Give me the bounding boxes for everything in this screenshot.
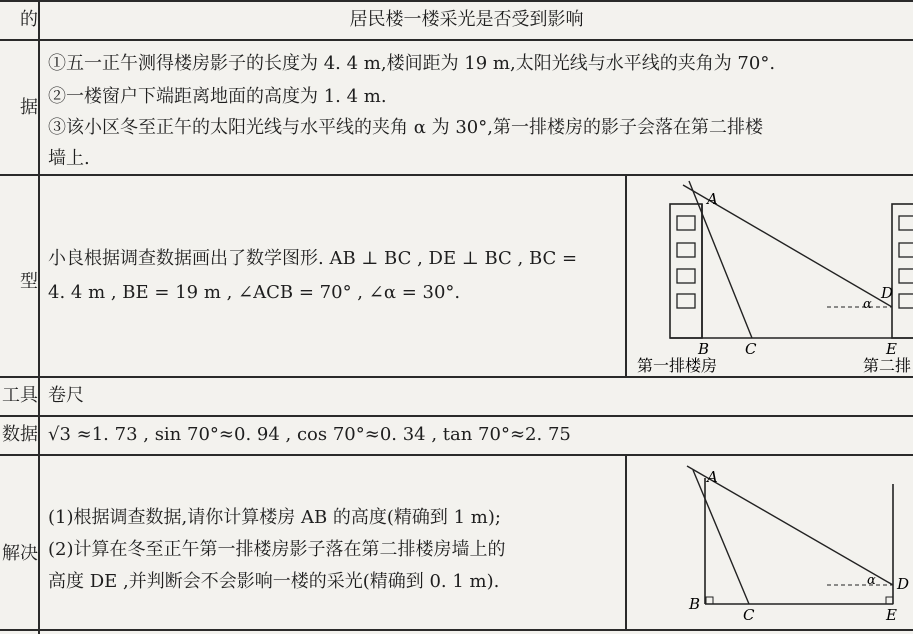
- data-line-2: ②一楼窗户下端距离地面的高度为 1. 4 m.: [48, 86, 387, 107]
- reference-values: √3 ≈1. 73 , sin 70°≈0. 94 , cos 70°≈0. 34 , tan 70°≈2. 75: [48, 424, 571, 445]
- segment-AD: [687, 466, 893, 585]
- row-label-data: 据: [20, 97, 38, 118]
- row-label-tool: 工具: [2, 385, 38, 406]
- window-4: [677, 294, 695, 308]
- first-building-outline: [670, 204, 702, 338]
- label-D: D: [881, 284, 894, 302]
- row-label-model: 型: [20, 271, 38, 292]
- model-line-1: 小良根据调查数据画出了数学图形. AB ⊥ BC , DE ⊥ BC , BC =: [48, 248, 578, 269]
- table-border-bottom: [0, 629, 913, 631]
- row-divider: [0, 39, 913, 41]
- tool-text: 卷尺: [48, 385, 84, 406]
- label-E: E: [886, 340, 897, 358]
- window-3: [677, 269, 695, 283]
- label-column-divider: [38, 0, 40, 634]
- row-divider: [0, 376, 913, 378]
- segment-AC: [693, 470, 749, 604]
- window-1: [677, 216, 695, 230]
- table-title: 居民楼一楼采光是否受到影响: [349, 9, 584, 30]
- row-label-reference: 数据: [2, 424, 38, 445]
- label-A: A: [707, 468, 718, 486]
- label-alpha: α: [867, 573, 876, 588]
- label-C: C: [745, 340, 757, 358]
- label-D: D: [897, 575, 910, 593]
- window-7: [899, 269, 913, 283]
- sunlight-ray-70: [689, 181, 752, 338]
- second-building-outline: [892, 204, 913, 338]
- question-3: 高度 DE ,并判断会不会影响一楼的采光(精确到 0. 1 m).: [48, 571, 500, 592]
- geometry-figure: [627, 456, 913, 628]
- window-2: [677, 243, 695, 257]
- label-A: A: [707, 190, 718, 208]
- caption-first-building: 第一排楼房: [637, 356, 718, 375]
- label-E: E: [886, 606, 897, 624]
- data-line-4: 墙上.: [48, 148, 90, 169]
- caption-second-building: 第二排: [863, 356, 912, 375]
- label-alpha: α: [863, 297, 872, 312]
- question-2: (2)计算在冬至正午第一排楼房影子落在第二排楼房墙上的: [48, 539, 506, 560]
- question-1: (1)根据调查数据,请你计算楼房 AB 的高度(精确到 1 m);: [48, 507, 501, 528]
- data-line-3: ③该小区冬至正午的太阳光线与水平线的夹角 α 为 30°,第一排楼房的影子会落在第二排楼: [48, 117, 763, 138]
- right-angle-mark-E: [886, 597, 893, 604]
- row-label-solve: 解决: [2, 543, 38, 564]
- window-8: [899, 294, 913, 308]
- model-line-2: 4. 4 m , BE = 19 m , ∠ACB = 70° , ∠α = 30°.: [48, 282, 461, 303]
- data-line-1: ①五一正午测得楼房影子的长度为 4. 4 m,楼间距为 19 m,太阳光线与水平线的夹角为 70°.: [48, 53, 776, 74]
- label-C: C: [743, 606, 755, 624]
- window-5: [899, 216, 913, 230]
- row-divider: [0, 415, 913, 417]
- right-angle-mark-B: [706, 597, 713, 604]
- buildings-figure: [627, 176, 913, 375]
- window-6: [899, 243, 913, 257]
- label-B: B: [698, 340, 710, 358]
- row-label-title: 的: [20, 9, 38, 30]
- label-B: B: [689, 595, 701, 613]
- table-border-top: [0, 0, 913, 2]
